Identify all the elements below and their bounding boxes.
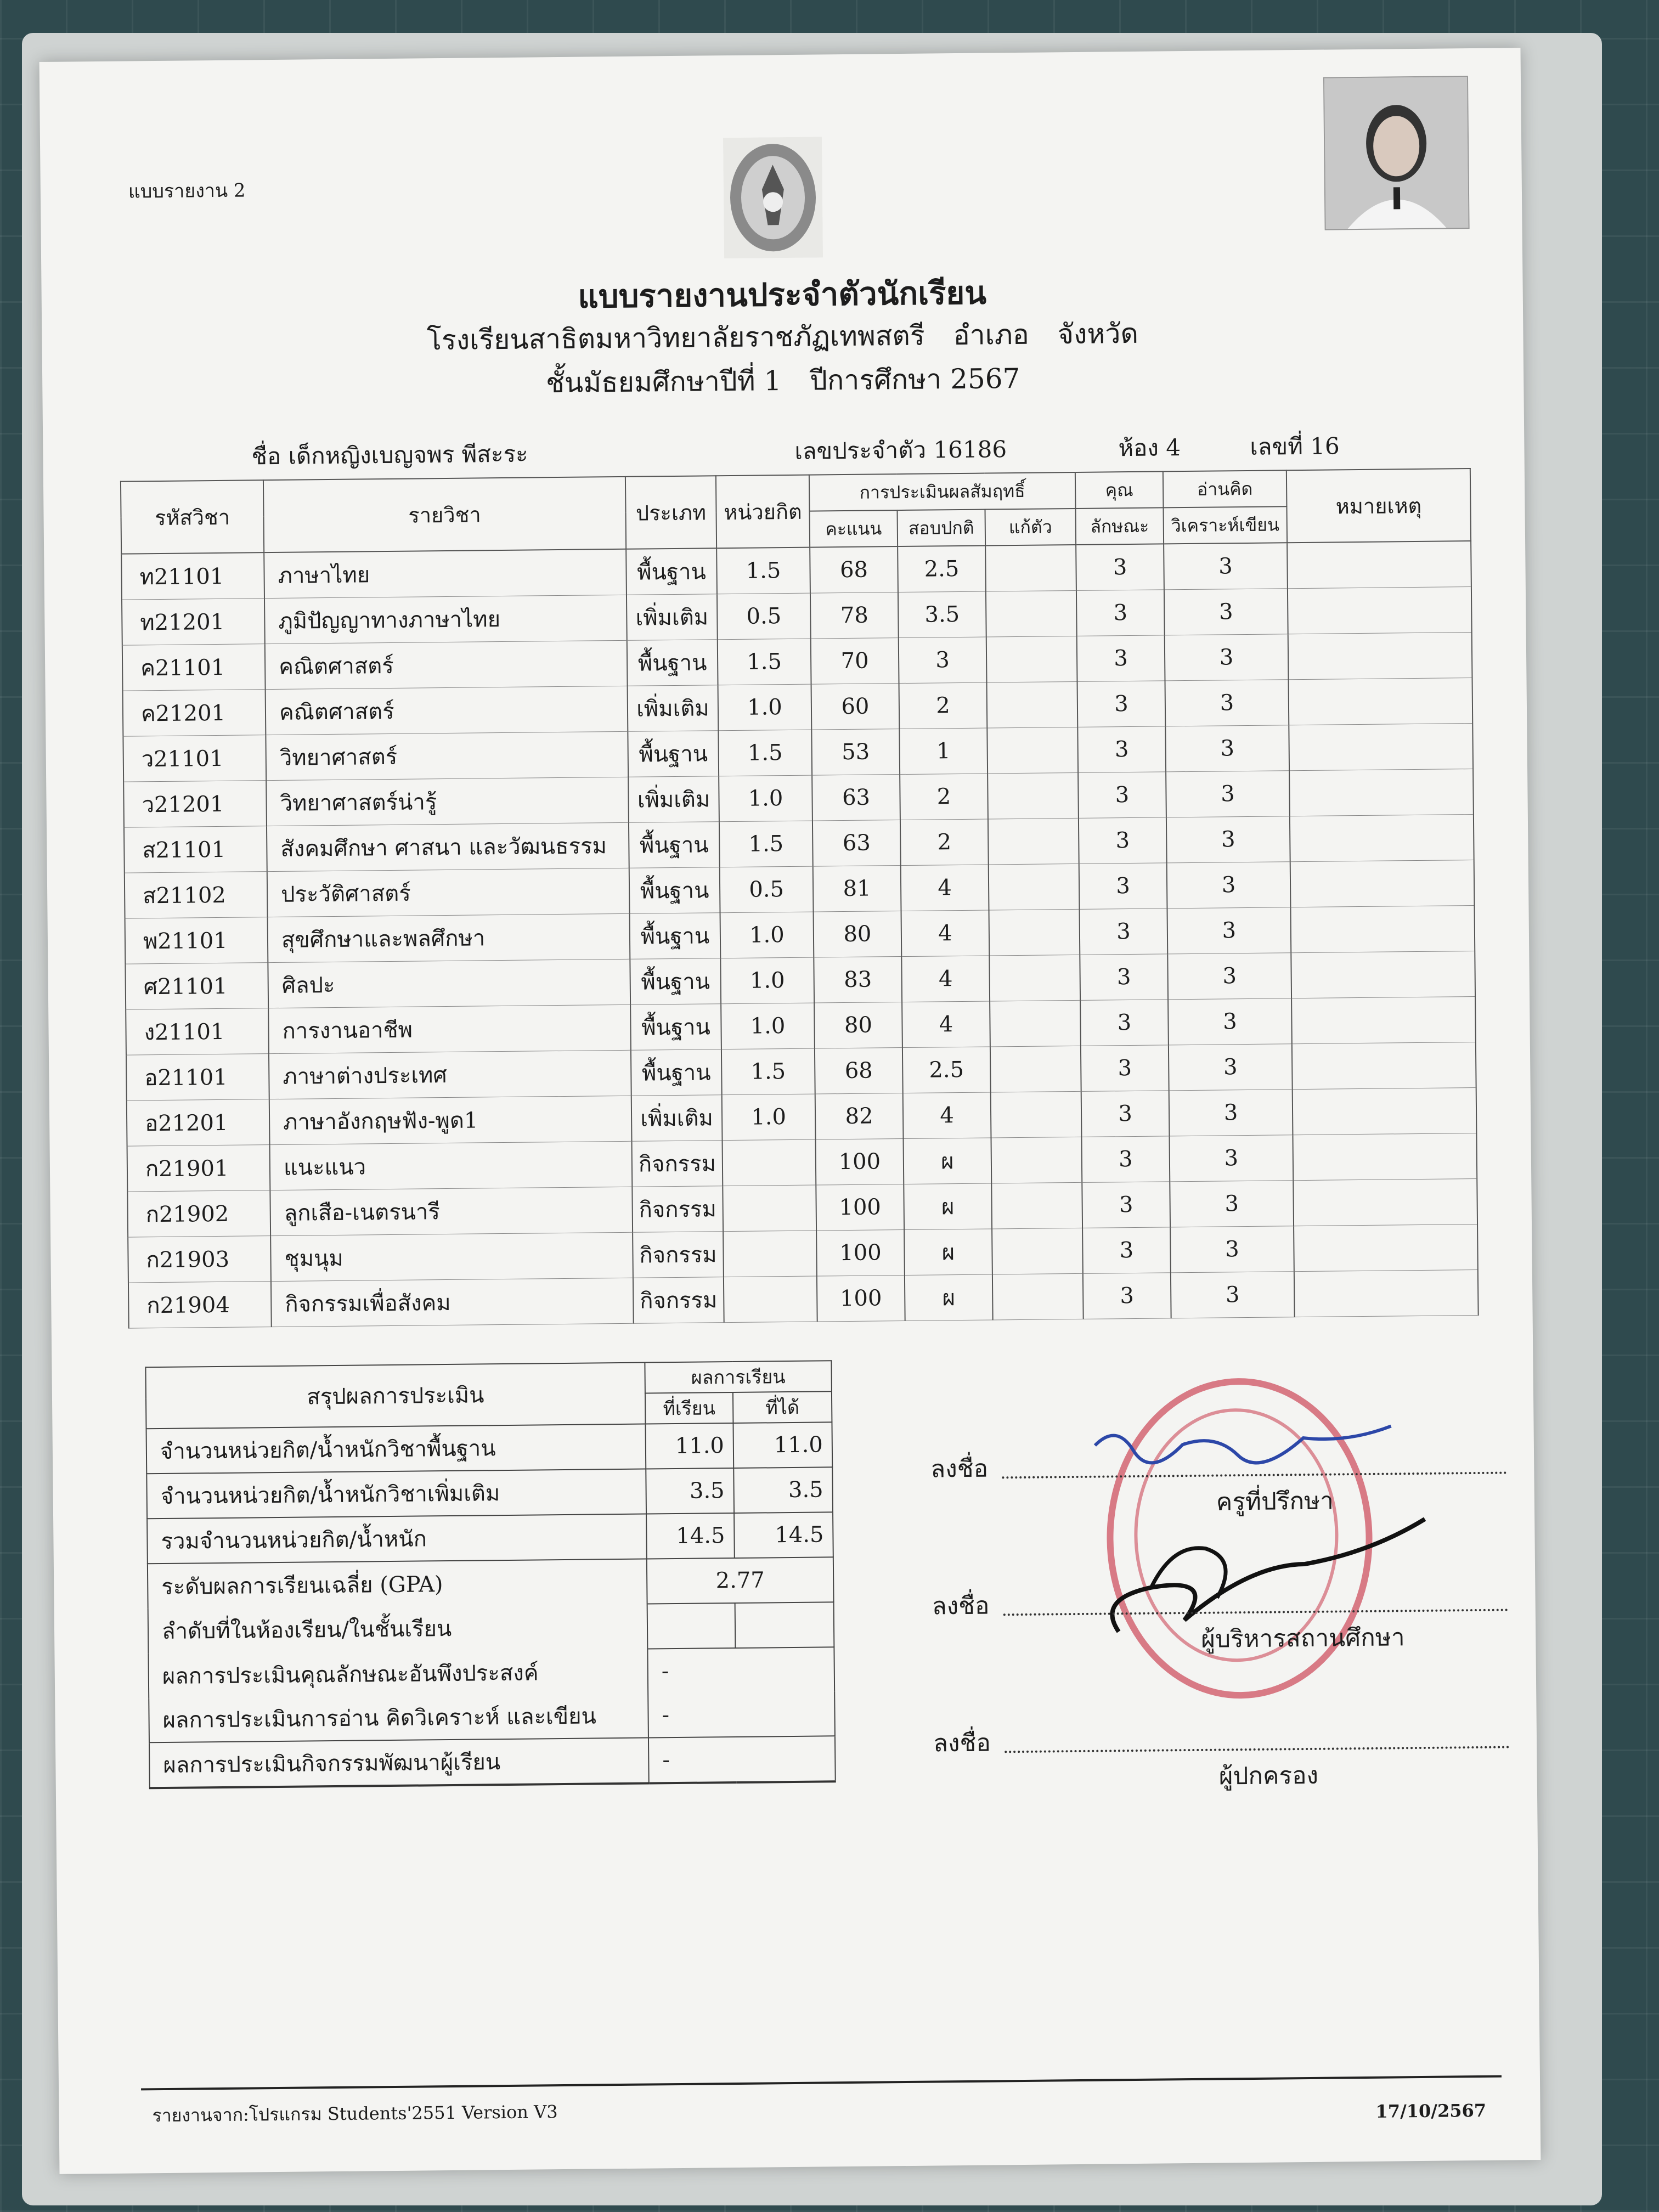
subject-reading: 3 (1170, 1226, 1294, 1273)
subject-retake (991, 1091, 1082, 1138)
gpa-label: ระดับผลการเรียนเฉลี่ย (GPA) (148, 1559, 647, 1609)
subject-code: ศ21101 (125, 963, 268, 1009)
subject-retake (987, 727, 1078, 774)
subject-name: ภาษาต่างประเทศ (269, 1050, 631, 1099)
subject-type: กิจกรรม (633, 1277, 724, 1324)
subject-character: 3 (1082, 1136, 1170, 1183)
subject-reading: 3 (1169, 1044, 1293, 1091)
subject-name: สังคมศึกษา ศาสนา และวัฒนธรรม (267, 822, 629, 871)
reading-result-value: - (648, 1691, 835, 1737)
subject-score: 68 (810, 546, 898, 593)
subject-grade: 4 (901, 956, 990, 1002)
subject-remark (1291, 906, 1475, 953)
subject-score: 83 (814, 957, 902, 1003)
subject-type: พื้นฐาน (627, 640, 718, 686)
subject-type: เพิ่มเติม (628, 776, 719, 823)
subject-reading: 3 (1170, 1181, 1294, 1227)
subject-remark (1288, 587, 1472, 634)
advisor-dotted-line (1002, 1471, 1506, 1479)
basic-credits-earned: 11.0 (733, 1422, 832, 1468)
basic-credits-studied: 11.0 (645, 1423, 733, 1469)
subject-credit: 1.5 (718, 639, 811, 685)
subject-type: พื้นฐาน (629, 822, 720, 868)
extra-credits-studied: 3.5 (646, 1468, 734, 1514)
subject-grade: 2.5 (898, 546, 986, 592)
subject-credit: 1.0 (718, 684, 812, 731)
subject-remark (1294, 1224, 1478, 1271)
advisor-role: ครูที่ปรึกษา (1216, 1487, 1334, 1516)
subject-reading: 3 (1164, 543, 1288, 590)
footer-source: รายงานจาก:โปรแกรม Students'2551 Version V3 (152, 2101, 558, 2126)
header-normal-exam: สอบปกติ (897, 510, 985, 547)
subject-grade: 4 (902, 1001, 990, 1048)
report-title: แบบรายงานประจำตัวนักเรียน (578, 274, 987, 315)
header-credit: หน่วยกิต (716, 475, 810, 549)
director-dotted-line (1003, 1609, 1508, 1616)
guardian-role: ผู้ปกครอง (1218, 1761, 1319, 1791)
activity-result-label: ผลการประเมินกิจกรรมพัฒนาผู้เรียน (149, 1738, 649, 1788)
subject-reading: 3 (1168, 998, 1292, 1045)
header-type: ประเภท (625, 476, 716, 549)
subject-code: ค21201 (123, 690, 266, 736)
total-credits-earned: 14.5 (734, 1512, 833, 1558)
subject-character: 3 (1081, 1091, 1170, 1137)
subject-score: 82 (815, 1093, 904, 1140)
subject-retake (989, 909, 1080, 956)
subject-grade: ผ (903, 1138, 991, 1184)
subject-retake (991, 1137, 1082, 1183)
subject-credit: 1.5 (716, 548, 810, 594)
subject-reading: 3 (1165, 634, 1289, 681)
subject-grade: 2 (899, 682, 988, 729)
subject-character: 3 (1077, 635, 1165, 682)
subject-reading: 3 (1167, 907, 1291, 954)
summary-earned-header: ที่ได้ (733, 1391, 832, 1423)
student-id: เลขประจำตัว 16186 (794, 436, 1007, 465)
header-retake: แก้ตัว (985, 509, 1076, 546)
subject-grade: 4 (903, 1092, 991, 1139)
subject-retake (989, 955, 1080, 1001)
subject-type: พื้นฐาน (631, 1049, 722, 1096)
subject-retake (989, 864, 1080, 910)
guardian-sign-label: ลงชื่อ (933, 1729, 991, 1758)
subject-score: 70 (811, 638, 899, 685)
student-name: ชื่อ เด็กหญิงเบญจพร พีสะระ (251, 440, 528, 470)
subject-character: 3 (1076, 590, 1165, 636)
subject-remark (1290, 815, 1474, 862)
grades-table (120, 468, 1479, 1329)
director-signature-line (932, 1581, 1508, 1654)
subject-remark (1288, 633, 1472, 680)
subject-name: กิจกรรมเพื่อสังคม (271, 1278, 634, 1327)
footer-divider (141, 2075, 1502, 2091)
subject-reading: 3 (1165, 725, 1289, 772)
subject-score: 100 (816, 1230, 905, 1277)
university-seal-icon (723, 137, 823, 258)
subject-credit: 1.5 (719, 821, 813, 867)
subject-credit: 0.5 (717, 593, 811, 640)
subject-remark (1289, 724, 1473, 771)
subject-credit: 1.5 (721, 1048, 815, 1095)
school-name: โรงเรียนสาธิตมหาวิทยาลัยราชภัฏเทพสตรี (426, 319, 925, 357)
subject-retake (992, 1228, 1083, 1274)
header-reading-1: อ่านคิด (1163, 470, 1287, 507)
subject-credit: 1.0 (721, 1003, 815, 1049)
subject-character: 3 (1082, 1182, 1170, 1228)
subject-character: 3 (1082, 1227, 1171, 1274)
summary-studied-header: ที่เรียน (645, 1392, 733, 1424)
subject-score: 81 (813, 866, 901, 912)
subject-remark (1292, 1042, 1476, 1089)
subject-grade: 4 (901, 910, 990, 957)
advisor-signature-line (930, 1444, 1507, 1516)
subject-name: แนะแนว (270, 1141, 633, 1190)
subject-name: วิทยาศาสตร์น่ารู้ (266, 777, 629, 826)
subject-grade: 3.5 (898, 591, 986, 638)
subject-name: สุขศึกษาและพลศึกษา (268, 913, 630, 962)
subject-grade: 2.5 (902, 1047, 991, 1093)
subject-score: 63 (812, 820, 901, 867)
subject-remark (1293, 1178, 1477, 1226)
subject-code: อ21201 (127, 1099, 270, 1146)
total-credits-studied: 14.5 (646, 1513, 735, 1559)
subject-credit: 1.0 (720, 957, 814, 1004)
subject-credit (723, 1139, 816, 1186)
subject-reading: 3 (1171, 1272, 1295, 1318)
student-photo (1323, 76, 1470, 230)
summary-result-header: ผลการเรียน (645, 1361, 832, 1393)
subject-character: 3 (1079, 817, 1167, 864)
director-role: ผู้บริหารสถานศึกษา (1201, 1623, 1405, 1654)
subject-remark (1291, 951, 1475, 998)
subject-score: 78 (810, 592, 899, 639)
subject-type: เพิ่มเติม (631, 1095, 723, 1142)
subject-credit: 0.5 (720, 866, 814, 913)
character-result-value: - (647, 1647, 834, 1693)
subject-retake (990, 1046, 1081, 1092)
subject-reading: 3 (1166, 816, 1290, 863)
subject-grade: ผ (904, 1229, 992, 1276)
guardian-signature-line (933, 1718, 1510, 1791)
subject-score: 100 (817, 1276, 905, 1322)
subject-code: ส21102 (125, 872, 268, 918)
rank-class-value (647, 1603, 736, 1649)
subject-type: พื้นฐาน (629, 867, 720, 914)
header-assessment: การประเมินผลสัมฤทธิ์ (809, 472, 1076, 511)
subject-type: กิจกรรม (632, 1141, 723, 1187)
subject-name: ประวัติศาสตร์ (267, 868, 630, 917)
subject-code: ว21101 (123, 735, 266, 782)
subject-score: 63 (812, 775, 900, 821)
subject-score: 53 (811, 729, 900, 776)
subject-credit: 1.0 (720, 912, 814, 958)
subject-grade: 4 (901, 865, 989, 911)
subject-type: พื้นฐาน (630, 1004, 721, 1051)
subject-character: 3 (1083, 1273, 1171, 1319)
subject-retake (986, 636, 1077, 682)
subject-retake (988, 772, 1079, 819)
subject-score: 60 (811, 684, 900, 730)
gpa-value: 2.77 (647, 1557, 834, 1604)
subject-name: ศิลปะ (268, 959, 630, 1008)
subject-name: ภาษาไทย (264, 549, 627, 599)
subject-type: พื้นฐาน (626, 548, 717, 595)
subject-character: 3 (1076, 544, 1164, 590)
subject-name: วิทยาศาสตร์ (266, 731, 628, 780)
subject-type: กิจกรรม (633, 1232, 724, 1278)
subject-character: 3 (1080, 954, 1168, 1001)
subject-character: 3 (1077, 726, 1166, 773)
rank-label: ลำดับที่ในห้องเรียน/ในชั้นเรียน (148, 1604, 648, 1654)
subject-credit: 1.5 (718, 730, 812, 776)
extra-credits-earned: 3.5 (733, 1467, 833, 1513)
subject-code: ก21901 (127, 1145, 270, 1192)
subject-code: ก21902 (127, 1190, 270, 1237)
subject-score: 80 (814, 911, 902, 958)
subject-remark (1290, 860, 1475, 907)
subject-grade: 1 (899, 728, 988, 775)
footer-date: 17/10/2567 (1375, 2100, 1487, 2122)
extra-credits-label: จำนวนหน่วยกิต/น้ำหนักวิชาเพิ่มเติม (146, 1469, 646, 1519)
subject-remark (1291, 997, 1476, 1044)
subject-reading: 3 (1164, 589, 1288, 635)
header-remark: หมายเหตุ (1286, 469, 1471, 543)
subject-character: 3 (1078, 772, 1166, 819)
academic-year: ปีการศึกษา 2567 (809, 362, 1020, 397)
subject-type: พื้นฐาน (628, 731, 719, 777)
subject-code: พ21101 (125, 917, 268, 964)
guardian-dotted-line (1005, 1746, 1509, 1753)
subject-retake (987, 681, 1078, 728)
subject-code: ท21101 (121, 552, 264, 600)
subject-reading: 3 (1169, 1090, 1293, 1136)
subject-score: 100 (816, 1184, 904, 1231)
subject-character: 3 (1077, 681, 1166, 727)
subject-credit (723, 1185, 816, 1232)
subject-character: 3 (1079, 863, 1167, 910)
summary-title: สรุปผลการประเมิน (145, 1363, 645, 1429)
district-label: อำเภอ (953, 318, 1030, 352)
form-label: แบบรายงาน 2 (128, 179, 246, 203)
subject-credit (723, 1231, 817, 1277)
subject-retake (992, 1273, 1084, 1320)
subject-grade: 2 (900, 774, 988, 820)
rank-level-value (735, 1602, 834, 1648)
header-reading-2: วิเคราะห์เขียน (1164, 506, 1288, 544)
subject-name: ภาษาอังกฤษฟัง-พูด1 (269, 1096, 632, 1144)
subject-character: 3 (1080, 909, 1168, 955)
subject-name: คณิตศาสตร์ (265, 640, 628, 689)
subject-character: 3 (1081, 1045, 1169, 1092)
subject-remark (1293, 1087, 1477, 1135)
subject-name: ชุมนุม (270, 1232, 633, 1281)
summary-table (145, 1360, 836, 1789)
total-credits-label: รวมจำนวนหน่วยกิต/น้ำหนัก (147, 1514, 647, 1564)
subject-retake (988, 818, 1079, 865)
subject-type: พื้นฐาน (630, 913, 721, 960)
subject-code: ค21101 (122, 644, 266, 691)
subject-code: ก21903 (128, 1236, 271, 1283)
student-room: ห้อง 4 (1118, 434, 1181, 462)
header-score: คะแนน (810, 510, 898, 548)
subject-credit: 1.0 (722, 1094, 816, 1141)
subject-reading: 3 (1166, 771, 1290, 817)
subject-credit: 1.0 (719, 775, 812, 822)
subject-grade: 3 (899, 637, 987, 684)
subject-remark (1289, 678, 1473, 725)
advisor-sign-label: ลงชื่อ (930, 1454, 989, 1483)
subject-grade: ผ (905, 1274, 993, 1321)
subject-code: อ21101 (126, 1054, 269, 1101)
subject-name: การงานอาชีพ (268, 1005, 631, 1053)
subject-score: 68 (815, 1048, 903, 1094)
subject-retake (991, 1182, 1082, 1229)
subject-code: ก21904 (128, 1282, 272, 1328)
subject-credit (724, 1276, 817, 1323)
subject-name: ลูกเสือ-เนตรนารี (270, 1187, 633, 1235)
subject-reading: 3 (1167, 862, 1291, 909)
subject-reading: 3 (1170, 1135, 1294, 1182)
student-number: เลขที่ 16 (1250, 432, 1340, 460)
subject-code: ท21201 (122, 599, 265, 645)
subject-type: กิจกรรม (632, 1186, 723, 1233)
reading-result-label: ผลการประเมินการอ่าน คิดวิเคราะห์ และเขียน (149, 1694, 648, 1743)
activity-result-value: - (648, 1736, 836, 1783)
subject-type: เพิ่มเติม (628, 685, 719, 732)
header-subject: รายวิชา (263, 477, 626, 552)
subject-character: 3 (1080, 1000, 1169, 1046)
header-character-2: ลักษณะ (1076, 507, 1164, 545)
subject-remark (1293, 1133, 1477, 1180)
subject-retake (990, 1000, 1081, 1047)
subject-retake (985, 545, 1076, 591)
subject-remark (1287, 541, 1471, 589)
header-code: รหัสวิชา (121, 480, 264, 554)
subject-remark (1289, 769, 1474, 816)
subject-retake (986, 590, 1077, 637)
subject-remark (1294, 1269, 1479, 1317)
subject-score: 100 (816, 1139, 904, 1186)
header-character-1: คุณ (1075, 471, 1164, 509)
subject-grade: 2 (900, 819, 989, 866)
subject-score: 80 (814, 1002, 902, 1049)
subject-grade: ผ (904, 1183, 992, 1230)
subject-type: เพิ่มเติม (627, 594, 718, 641)
subject-code: ว21201 (123, 781, 267, 827)
grades-body (121, 541, 1478, 1328)
subject-code: ง21101 (126, 1008, 269, 1055)
subject-code: ส21101 (124, 826, 267, 873)
province-label: จังหวัด (1057, 317, 1139, 351)
report-sheet (40, 48, 1541, 2174)
subject-name: ภูมิปัญญาทางภาษาไทย (264, 595, 627, 644)
subject-reading: 3 (1167, 953, 1291, 1000)
grade-level: ชั้นมัธยมศึกษาปีที่ 1 (545, 365, 782, 399)
character-result-label: ผลการประเมินคุณลักษณะอันพึงประสงค์ (148, 1649, 648, 1699)
basic-credits-label: จำนวนหน่วยกิต/น้ำหนักวิชาพื้นฐาน (146, 1424, 646, 1474)
director-sign-label: ลงชื่อ (932, 1592, 990, 1621)
subject-type: พื้นฐาน (630, 958, 721, 1005)
subject-reading: 3 (1165, 680, 1289, 726)
subject-name: คณิตศาสตร์ (266, 686, 628, 735)
